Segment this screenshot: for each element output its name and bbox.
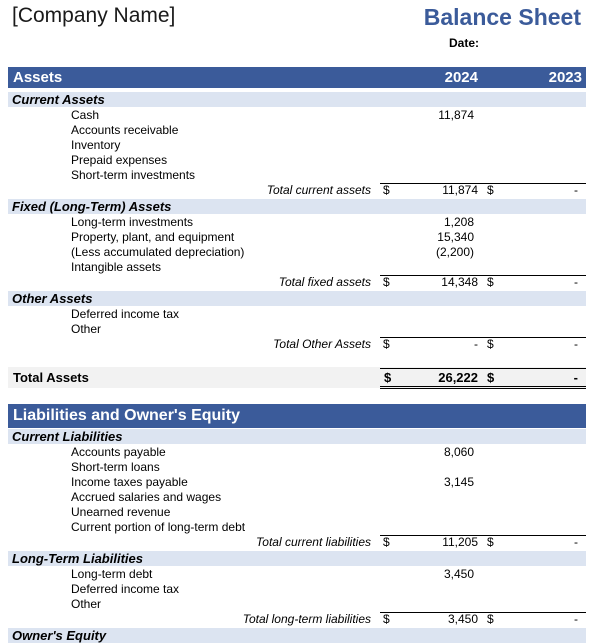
dollar-sign: $ bbox=[487, 275, 494, 289]
total-label: Total current assets bbox=[266, 183, 371, 197]
dollar-sign: $ bbox=[383, 275, 390, 289]
total-value-2023: - bbox=[574, 183, 578, 197]
total-label: Total current liabilities bbox=[256, 535, 371, 549]
total-value-2024: 11,205 bbox=[442, 535, 478, 549]
total-value-2024: 3,450 bbox=[447, 612, 478, 626]
dollar-sign: $ bbox=[383, 337, 390, 351]
total-assets-row bbox=[8, 367, 586, 388]
line-item bbox=[8, 490, 586, 505]
company-name: [Company Name] bbox=[12, 4, 176, 27]
dollar-sign: $ bbox=[487, 183, 494, 197]
line-item-value-2024: 11,874 bbox=[438, 108, 474, 122]
total-row bbox=[8, 612, 586, 627]
line-item bbox=[8, 215, 586, 230]
total-value-2024: 14,348 bbox=[441, 275, 478, 289]
assets-heading: Assets bbox=[13, 69, 63, 86]
section-fixed-assets bbox=[8, 199, 586, 214]
line-item-label: Prepaid expenses bbox=[71, 153, 168, 167]
line-item-label: Deferred income tax bbox=[71, 307, 180, 321]
liabilities-header-bar bbox=[8, 404, 586, 428]
line-item-label: Short-term loans bbox=[71, 460, 160, 474]
section-current-assets bbox=[8, 92, 586, 107]
section-title: Current Assets bbox=[12, 92, 105, 107]
line-item-label: Inventory bbox=[71, 138, 121, 152]
dollar-sign: $ bbox=[384, 370, 392, 385]
liabilities-heading: Liabilities and Owner's Equity bbox=[13, 407, 240, 424]
line-item-label: Long-term debt bbox=[71, 567, 153, 581]
total-value-2023: - bbox=[574, 535, 578, 549]
date-label: Date: bbox=[449, 36, 480, 50]
line-item-label: Accounts payable bbox=[71, 445, 166, 459]
dollar-sign: $ bbox=[383, 612, 390, 626]
total-cell-2023 bbox=[487, 337, 586, 352]
line-item bbox=[8, 230, 586, 245]
line-item-value-2024: 3,450 bbox=[443, 567, 474, 581]
line-item-value-2024: (2,200) bbox=[435, 245, 474, 259]
dollar-sign: $ bbox=[487, 370, 495, 385]
line-item-value-2024: 15,340 bbox=[437, 230, 474, 244]
line-item-label: Deferred income tax bbox=[71, 582, 180, 596]
line-item-label: (Less accumulated depreciation) bbox=[71, 245, 245, 259]
section-title: Current Liabilities bbox=[12, 429, 123, 444]
line-item bbox=[8, 445, 586, 460]
line-item-value-2024: 8,060 bbox=[443, 445, 474, 459]
line-item-label: Other bbox=[71, 597, 102, 611]
section-title: Long-Term Liabilities bbox=[12, 551, 143, 566]
line-item bbox=[8, 138, 586, 153]
dollar-sign: $ bbox=[487, 612, 494, 626]
line-item-label: Income taxes payable bbox=[71, 475, 188, 489]
total-row bbox=[8, 535, 586, 550]
total-cell-2023 bbox=[487, 183, 586, 198]
line-item bbox=[8, 582, 586, 597]
line-item-label: Intangible assets bbox=[71, 260, 162, 274]
section-long-term-liabilities bbox=[8, 551, 586, 566]
section-title: Fixed (Long-Term) Assets bbox=[12, 199, 172, 214]
total-assets-2024: 26,222 bbox=[438, 370, 478, 385]
line-item bbox=[8, 475, 586, 490]
line-item bbox=[8, 245, 586, 260]
total-row bbox=[8, 337, 586, 352]
total-row bbox=[8, 183, 586, 198]
line-item bbox=[8, 260, 586, 275]
total-cell-2023 bbox=[487, 275, 586, 290]
line-item-value-2024: 3,145 bbox=[443, 475, 474, 489]
line-item bbox=[8, 123, 586, 138]
section-other-assets bbox=[8, 291, 586, 306]
year-2024-header: 2024 bbox=[444, 69, 478, 86]
section-current-liabilities bbox=[8, 429, 586, 444]
line-item bbox=[8, 168, 586, 183]
total-assets-2023: - bbox=[573, 370, 578, 385]
line-item-label: Cash bbox=[71, 108, 100, 122]
line-item-label: Current portion of long-term debt bbox=[71, 520, 246, 534]
sheet-title: Balance Sheet bbox=[423, 4, 581, 30]
total-value-2023: - bbox=[574, 337, 578, 351]
assets-header-bar bbox=[8, 67, 586, 88]
line-item-label: Unearned revenue bbox=[71, 505, 171, 519]
year-2023-header: 2023 bbox=[548, 69, 582, 86]
line-item-label: Other bbox=[71, 322, 102, 336]
dollar-sign: $ bbox=[383, 535, 390, 549]
line-item bbox=[8, 597, 586, 612]
dollar-sign: $ bbox=[383, 183, 390, 197]
total-value-2024: - bbox=[474, 337, 478, 351]
line-item-label: Accrued salaries and wages bbox=[71, 490, 222, 504]
total-assets-label: Total Assets bbox=[13, 370, 89, 385]
line-item-label: Accounts receivable bbox=[71, 123, 179, 137]
dollar-sign: $ bbox=[487, 535, 494, 549]
total-cell-2023 bbox=[487, 612, 586, 627]
line-item bbox=[8, 520, 586, 535]
line-item bbox=[8, 322, 586, 337]
total-value-2024: 11,874 bbox=[442, 183, 478, 197]
section-owners-equity bbox=[8, 628, 586, 643]
section-title: Owner's Equity bbox=[12, 628, 107, 643]
line-item-label: Short-term investments bbox=[71, 168, 196, 182]
total-value-2023: - bbox=[574, 612, 578, 626]
section-title: Other Assets bbox=[12, 291, 93, 306]
total-cell-2023 bbox=[487, 535, 586, 550]
total-row bbox=[8, 275, 586, 290]
line-item bbox=[8, 108, 586, 123]
line-item bbox=[8, 153, 586, 168]
dollar-sign: $ bbox=[487, 337, 494, 351]
line-item bbox=[8, 307, 586, 322]
total-label: Total long-term liabilities bbox=[242, 612, 371, 626]
total-cell-2024 bbox=[380, 337, 487, 352]
line-item bbox=[8, 460, 586, 475]
total-value-2023: - bbox=[574, 275, 578, 289]
line-item-label: Long-term investments bbox=[71, 215, 194, 229]
line-item bbox=[8, 567, 586, 582]
total-label: Total Other Assets bbox=[273, 337, 371, 351]
total-label: Total fixed assets bbox=[278, 275, 371, 289]
grand-total-box bbox=[380, 368, 586, 389]
line-item bbox=[8, 505, 586, 520]
line-item-label: Property, plant, and equipment bbox=[71, 230, 235, 244]
line-item-value-2024: 1,208 bbox=[443, 215, 474, 229]
